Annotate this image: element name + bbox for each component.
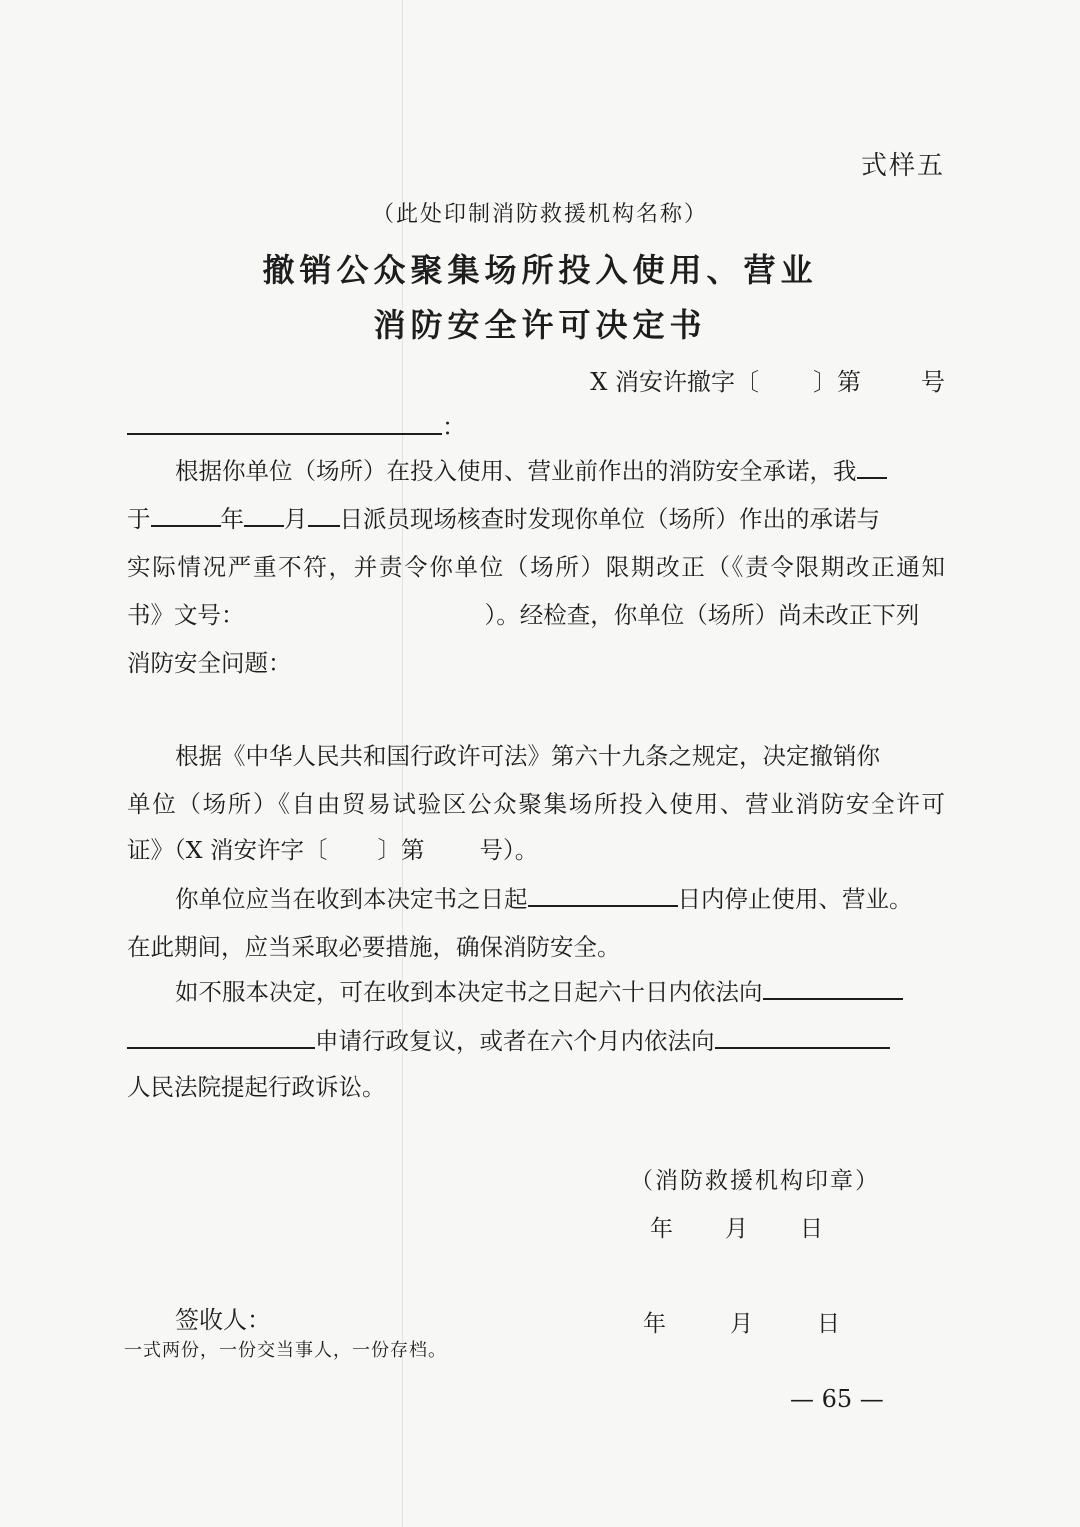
- blank: [857, 453, 887, 479]
- signer-label: 签收人：: [175, 1306, 271, 1334]
- seal-placeholder: （消防救援机构印章）: [630, 1168, 880, 1194]
- addressee-blank: [127, 409, 442, 435]
- p4-row3: 人民法院提起行政诉讼。: [127, 1073, 386, 1101]
- p3-row1: 你单位应当在收到本决定书之日起 日内停止使用、营业。: [127, 880, 945, 914]
- p1-row1: 根据你单位（场所）在投入使用、营业前作出的消防安全承诺，我: [127, 452, 945, 486]
- p3-row2: 在此期间，应当采取必要措施，确保消防安全。: [127, 933, 621, 961]
- p1-row3: 实际情况严重不符，并责令你单位（场所）限期改正（《责令限期改正通知: [127, 553, 945, 581]
- document-number: X 消安许撤字〔 〕第 号: [590, 368, 945, 396]
- form-label: 式样五: [860, 151, 945, 181]
- receipt-date: 年 月 日: [643, 1311, 840, 1337]
- addressee-line: ：: [127, 407, 466, 442]
- page-number: — 65 —: [790, 1385, 884, 1413]
- p1-row4: 书》文号： ）。经检查，你单位（场所）尚未改正下列: [127, 601, 920, 629]
- p1-row5: 消防安全问题：: [127, 649, 292, 677]
- issue-date: 年 月 日: [650, 1216, 823, 1242]
- p2-row2: 单位（场所）《自由贸易试验区公众聚集场所投入使用、营业消防安全许可: [127, 790, 945, 818]
- document-title-line1: 撤销公众聚集场所投入使用、营业: [262, 251, 818, 289]
- p1-row2: 于 年 月 日派员现场核查时发现你单位（场所）作出的承诺与: [127, 500, 945, 534]
- p4-row1: 如不服本决定，可在收到本决定书之日起六十日内依法向: [127, 973, 945, 1007]
- p4-row2: 申请行政复议，或者在六个月内依法向: [127, 1022, 945, 1056]
- p2-row1: 根据《中华人民共和国行政许可法》第六十九条之规定，决定撤销你: [175, 742, 880, 770]
- document-title-line2: 消防安全许可决定书: [373, 306, 707, 344]
- p2-row3: 证》（X 消安许字〔 〕第 号）。: [127, 836, 539, 864]
- copies-note: 一式两份，一份交当事人，一份存档。: [124, 1340, 447, 1361]
- org-name-placeholder: （此处印制消防救援机构名称）: [371, 202, 708, 227]
